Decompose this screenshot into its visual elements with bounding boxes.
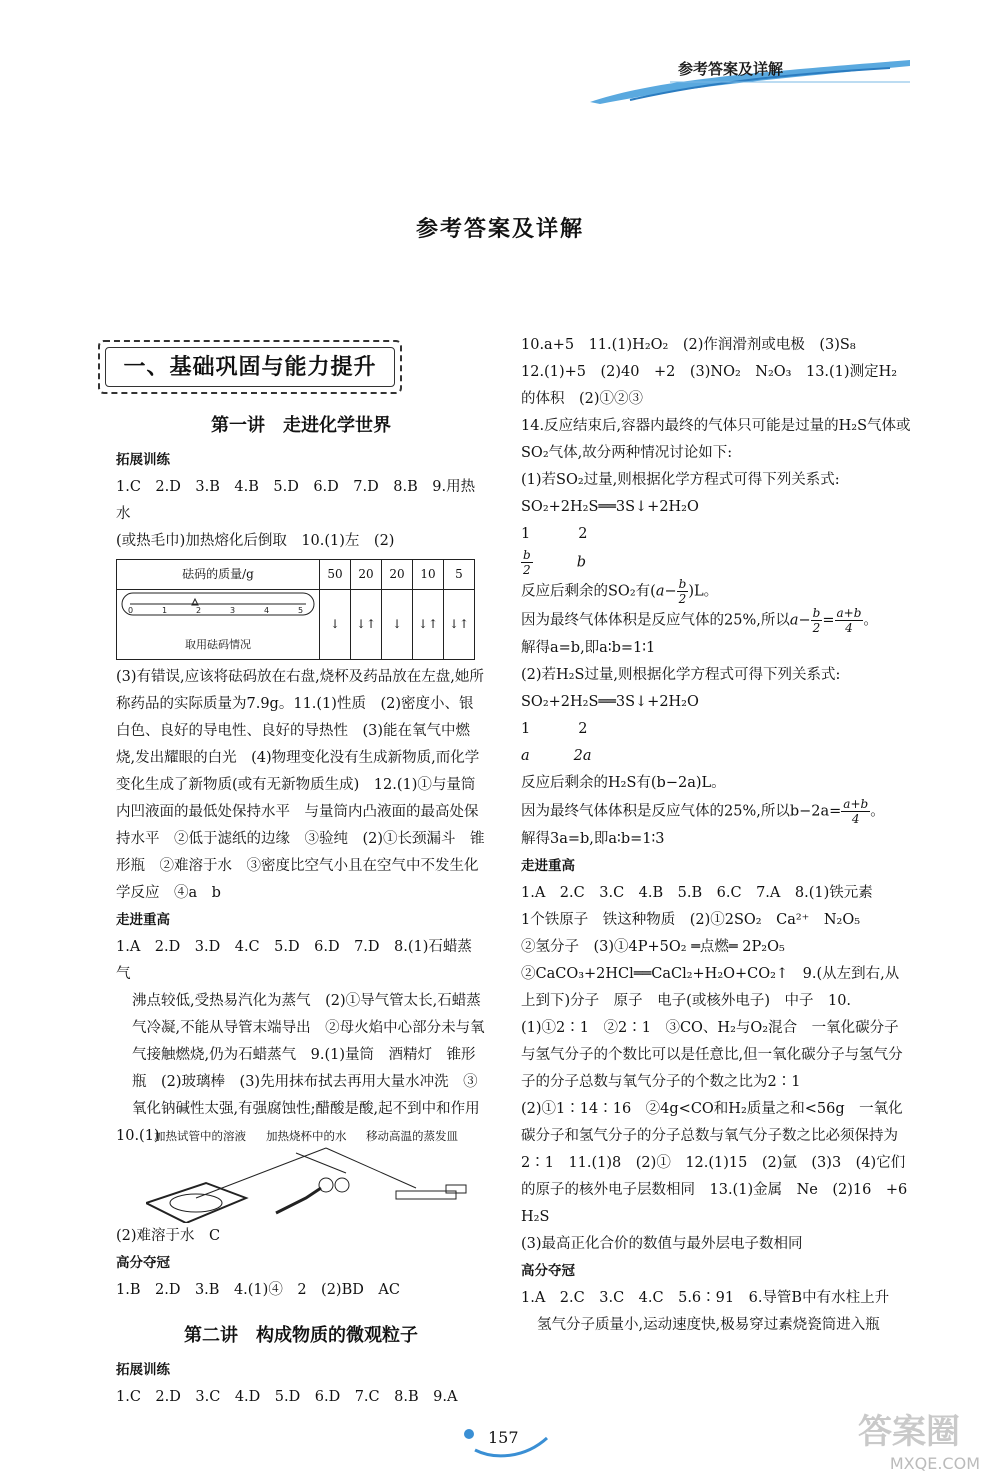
answer-line: (3)最高正化合价的数值与最外层电子数相同 <box>521 1236 803 1252</box>
answer-paragraph: (3)有错误,应该将砝码放在右盘,烧杯及药品放在左盘,她所称药品的实际质量为7.9g。11.(1)性质 (2)密度小、银白色、良好的导电性、良好的导热性 (3)能在氧气中燃烧,发出耀眼的白光 (4)物理变化没有生成新物质,而化学变化生成了新物质(或有无新物质生成) 12.(1)①与量筒内凹液面的最低处保持水平 与量筒内凸液面的最高处保持水平 ②低于滤纸的边缘 ③验纯 (2)①长颈漏斗 锥形瓶 ②难溶于水 ③密度比空气小且在空气中不发生化学反应 ④a b <box>116 669 485 901</box>
table-cell: 10 <box>413 560 444 590</box>
page-title: 参考答案及详解 <box>415 217 584 242</box>
ruler <box>120 591 316 621</box>
section-banner: 一、基础巩固与能力提升 <box>98 340 402 394</box>
answer-line: 因为最终气体体积是反应气体的25%,所以b−2a= $\frac{a+b}{4}$ 。 <box>521 797 885 826</box>
answer-line: 1.C 2.D 3.B 4.B 5.D 6.D 7.D 8.B 9.用热水 <box>116 479 476 522</box>
ruler-tick: 4 <box>264 606 270 615</box>
diagram-label-b: 加热烧杯中的水 <box>266 1129 347 1143</box>
ruler-tick: 1 <box>162 606 168 615</box>
ratio-row: 1 2 <box>521 526 588 542</box>
sub-tuozhan-2: 拓展训练 <box>116 1362 170 1378</box>
answer-line: 因为最终气体体积是反应气体的25%,所以a− $\frac{b}{2}$ = $\frac{a+b}{4}$ 。 <box>521 606 878 635</box>
arrow-cell: ↓ <box>382 590 413 660</box>
header-title: 参考答案及详解 <box>678 60 784 78</box>
answer-line: 反应后剩余的SO₂有(a− $\frac{b}{2}$ )L。 <box>521 577 719 606</box>
lab-diagram: 10.(1) 加热试管中的溶液 加热烧杯中的水 移动高温的蒸发皿 <box>116 1123 486 1223</box>
equation: SO₂+2H₂S══3S↓+2H₂O <box>521 694 699 710</box>
ruler-cell <box>117 590 320 660</box>
answer-line: (2)若H₂S过量,则根据化学方程式可得下列关系式: <box>521 667 841 683</box>
table-cell: 20 <box>351 560 382 590</box>
equation: SO₂+2H₂S══3S↓+2H₂O <box>521 499 699 515</box>
table-cell: 50 <box>320 560 351 590</box>
ruler-tick: 3 <box>230 606 236 615</box>
answer-paragraph: 沸点较低,受热易汽化为蒸气 (2)①导气管太长,石蜡蒸气冷凝,不能从导管末端导出 ②母火焰中心部分未与氧气接触燃烧,仍为石蜡蒸气 9.(1)量筒 酒精灯 锥形瓶 (2)玻璃棒 (3)先用抹布拭去再用大量水冲洗 ③氧化钠碱性太强,有强腐蚀性;醋酸是酸,起不到中和作用 <box>132 993 485 1117</box>
arrow-cell: ↓↑ <box>413 590 444 660</box>
sub-zoujin-1: 走进重高 <box>116 912 170 928</box>
sub-gaofen-2: 高分夺冠 <box>521 1263 575 1279</box>
arrow-cell: ↓↑ <box>444 590 475 660</box>
answer-line: (或热毛巾)加热熔化后倒取 10.(1)左 (2) <box>116 533 395 549</box>
answer-line: 1.A 2.D 3.D 4.C 5.D 6.D 7.D 8.(1)石蜡蒸气 <box>116 939 472 982</box>
lecture-1-title: 第一讲 走进化学世界 <box>211 415 391 436</box>
answer-line: 10.a+5 11.(1)H₂O₂ (2)作润滑剂或电极 (3)S₈ <box>521 337 856 353</box>
ratio-row: a 2a <box>521 748 592 764</box>
answer-line: (1)若SO₂过量,则根据化学方程式可得下列关系式: <box>521 472 840 488</box>
sub-gaofen-1: 高分夺冠 <box>116 1255 170 1271</box>
table-cell: 20 <box>382 560 413 590</box>
ratio-row: $\frac{b}{2}$ b <box>523 548 586 577</box>
ratio-row: 1 2 <box>521 721 588 737</box>
answer-line: 1.B 2.D 3.B 4.(1)④ 2 (2)BD AC <box>116 1282 400 1298</box>
sub-tuozhan-1: 拓展训练 <box>116 452 170 468</box>
left-column <box>116 340 486 1411</box>
answer-paragraph: 14.反应结束后,容器内最终的气体只可能是过量的H₂S气体或SO₂气体,故分两种情况讨论如下: <box>521 418 911 461</box>
ruler-tick: 5 <box>298 606 304 615</box>
lab-equipment-drawing <box>146 1143 476 1223</box>
table-label: 砝码的质量/g <box>117 560 320 590</box>
answer-paragraph: ②氢分子 (3)①4P+5O₂ ═点燃═ 2P₂O₅ ②CaCO₃+2HCl══CaCl₂+H₂O+CO₂↑ 9.(从左到右,从上到下)分子 原子 电子(或核外电子) 中子 10.(1)①2∶1 ②2∶1 ③CO、H₂与O₂混合 一氧化碳分子与氢气分子的个数比可以是任意比,但一氧化碳分子与氢气分子的分子总数与氧气分子的个数之比为2∶1 (2)①1∶14∶16 ②4g<CO和H₂质量之和<56g 一氧化碳分子和氢气分子的分子总数与氧气分子数之比必须保持为2∶1 11.(1)8 (2)① 12.(1)15 (2)氩 (3)3 (4)它们的原子的核外电子层数相同 13.(1)金属 Ne (2)16 +6 H₂S <box>521 939 922 1225</box>
answer-line: 1.C 2.D 3.C 4.D 5.D 6.D 7.C 8.B 9.A <box>116 1389 458 1405</box>
arrow-cell: ↓↑ <box>351 590 382 660</box>
sub-zoujin-2: 走进重高 <box>521 858 575 874</box>
answer-line: 1个铁原子 铁这种物质 (2)①2SO₂ Ca²⁺ N₂O₅ <box>521 912 861 928</box>
ruler-tick: 2 <box>196 606 202 615</box>
weights-table <box>116 559 475 660</box>
right-column <box>521 332 922 1339</box>
arrow-cell: ↓ <box>320 590 351 660</box>
answer-line: 反应后剩余的H₂S有(b−2a)L。 <box>521 775 726 791</box>
page-number: 157 <box>488 1428 519 1447</box>
lecture-2-title: 第二讲 构成物质的微观粒子 <box>184 1325 418 1346</box>
table-cell: 5 <box>444 560 475 590</box>
diagram-label-c: 移动高温的蒸发皿 <box>366 1129 458 1143</box>
answer-line: 1.A 2.C 3.C 4.B 5.B 6.C 7.A 8.(1)铁元素 <box>521 885 873 901</box>
answer-line: (2)难溶于水 C <box>116 1228 221 1244</box>
answer-line: 解得3a=b,即a∶b=1∶3 <box>521 831 665 847</box>
answer-line: 氢气分子质量小,运动速度快,极易穿过素烧瓷筒进入瓶 <box>537 1317 880 1333</box>
answer-line: 解得a=b,即a∶b=1∶1 <box>521 640 656 656</box>
ruler-tick: 0 <box>128 606 134 615</box>
diagram-label-a: 加热试管中的溶液 <box>154 1129 246 1143</box>
answer-line: 1.A 2.C 3.C 4.C 5.6∶91 6.导管B中有水柱上升 <box>521 1290 890 1306</box>
table-bottom-label: 取用砝码情况 <box>185 638 251 651</box>
watermark-url: MXQE.COM <box>889 1454 980 1473</box>
watermark-logo: 答案圈 <box>858 1412 960 1452</box>
answer-paragraph: 12.(1)+5 (2)40 +2 (3)NO₂ N₂O₃ 13.(1)测定H₂的体积 (2)①②③ <box>521 364 898 407</box>
fraction: $\frac{b}{2}$ <box>523 548 531 577</box>
